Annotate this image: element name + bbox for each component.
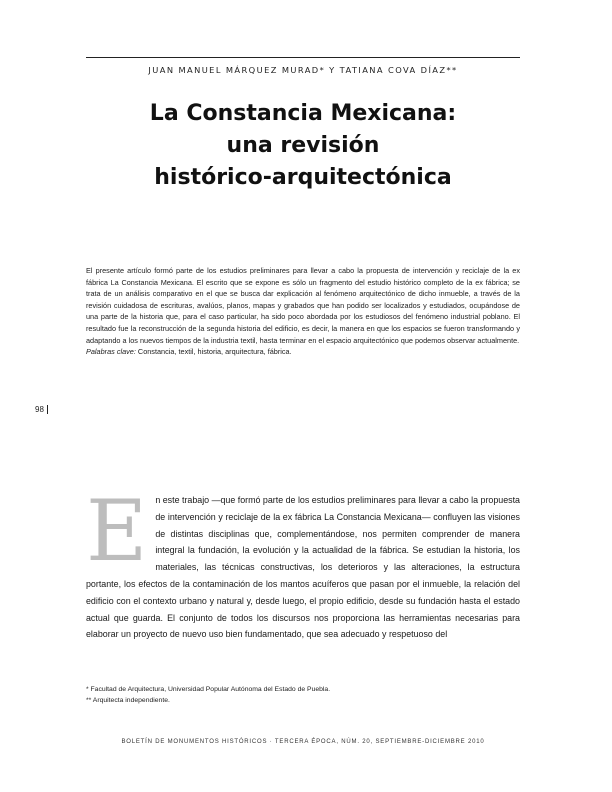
title-line-3: histórico-arquitectónica — [154, 165, 452, 190]
footnote-2: ** Arquitecta independiente. — [86, 697, 170, 704]
keywords-list: Constancia, textil, historia, arquitectura, fábrica. — [135, 347, 292, 357]
footnote-1: * Facultad de Arquitectura, Universidad Popular Autónoma del Estado de Puebla. — [86, 686, 331, 693]
keywords — [86, 346, 520, 358]
body-text — [86, 482, 520, 643]
body-paragraph: n este trabajo —que formó parte de los estudios preliminares para llevar a cabo la propuesta de intervención y reciclaje de la ex fábrica La Constancia Mexicana— confluyen las visiones de distintas disciplinas que, complementándose, nos permiten comprender de manera integral la fundación, la evolución y la actualidad de la fábrica. Se estudian la historia, los materiales, las técnicas constructivas, los deterioros y las alteraciones, la estructura portante, los efectos de la contaminación de los mantos acuíferos que pasan por el inmueble, la relación del edificio con el contexto urbano y natural y, desde luego, el propio edificio, desde su fundación hasta el estado actual que guarda. El conjunto de todos los discursos nos proporciona las herramientas necesarias para elaborar un proyecto de nuevo uso bien fundamentado, que sea adecuado y respetuoso del — [86, 495, 520, 640]
title-line-1: La Constancia Mexicana: — [149, 101, 457, 126]
abstract — [86, 265, 520, 358]
article-authors: JUAN MANUEL MÁRQUEZ MURAD* Y TATIANA COVA DÍAZ** — [148, 65, 458, 75]
title-line-2: una revisión — [226, 133, 380, 158]
keywords-label: Palabras clave: — [86, 347, 136, 357]
drop-cap: E — [86, 482, 148, 580]
page-number-bar — [47, 405, 48, 414]
running-footer: BOLETÍN DE MONUMENTOS HISTÓRICOS · TERCERA ÉPOCA, NÚM. 20, SEPTIEMBRE-DICIEMBRE 2010 — [121, 739, 485, 745]
article-title — [86, 98, 520, 194]
header-rule — [86, 57, 520, 58]
footnotes — [86, 684, 520, 706]
page-number-value: 98 — [35, 405, 44, 414]
abstract-text: El presente artículo formó parte de los estudios preliminares para llevar a cabo la propuesta de intervención y reciclaje de la ex fábrica La Constancia Mexicana. El escrito que se expone es sólo un fragmento del estudio histórico completo de la ex fábrica; se trata de un análisis comparativo en el que se busca dar explicación al fenómeno arquitectónico de dicho inmueble, a través de la revisión cuidadosa de escrituras, avalúos, planos, mapas y grabados que han podido ser localizados y estudiados, ocupándose de una parte de la historia que, para el caso particular, ha sido poco abordada por los estudiosos del fenómeno industrial poblano. El resultado fue la reconstrucción de la segunda historia del edificio, es decir, la manera en que los espacios se fueron transformando y adaptando a los nuevos tiempos de la industria textil, hasta terminar en el espacio arquitectónico que podemos observar actualmente. — [86, 266, 520, 345]
page-number — [35, 405, 48, 414]
